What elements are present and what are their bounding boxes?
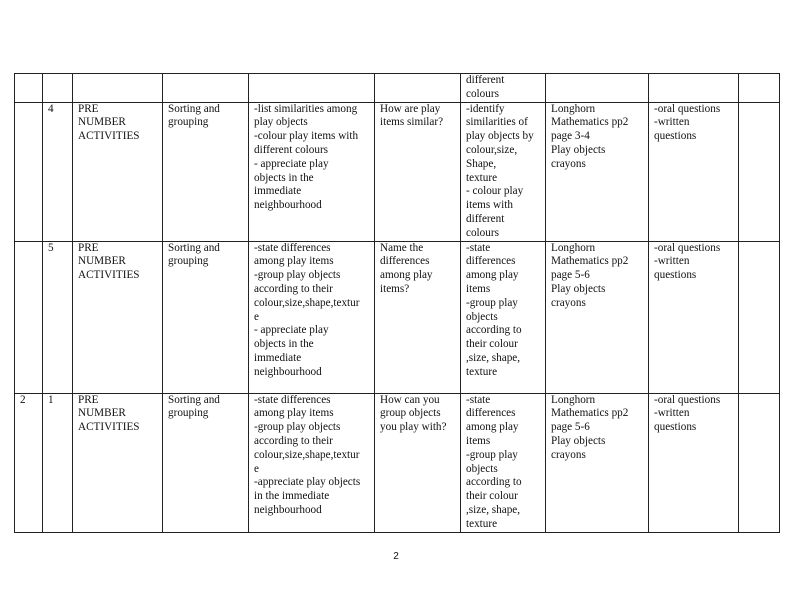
cell-inquiry [375,74,461,103]
table-row [15,393,780,532]
cell-activities: -state differences among play items -group play objects according to their colour ,size, shape, texture [461,241,546,393]
cell-sub-strand [163,74,249,103]
cell-remarks [739,102,780,241]
cell-sub-strand: Sorting and grouping [163,393,249,532]
cell-activities: -state differences among play items -group play objects according to their colour ,size, shape, texture [461,393,546,532]
cell-lesson [43,74,73,103]
cell-outcomes: -state differences among play items -group play objects according to their colour,size,shape,textur e -appreciate play objects in the immediate neighbourhood [249,393,375,532]
cell-activities: different colours [461,74,546,103]
cell-inquiry: How are play items similar? [375,102,461,241]
table-row [15,241,780,393]
cell-outcomes [249,74,375,103]
cell-week [15,102,43,241]
cell-lesson: 5 [43,241,73,393]
scheme-of-work-table [14,73,780,533]
table-row [15,102,780,241]
cell-resources: Longhorn Mathematics pp2 page 3-4 Play objects crayons [546,102,649,241]
cell-remarks [739,393,780,532]
cell-sub-strand: Sorting and grouping [163,241,249,393]
cell-assessment: -oral questions -written questions [649,393,739,532]
table-row [15,74,780,103]
cell-inquiry: How can you group objects you play with? [375,393,461,532]
cell-remarks [739,74,780,103]
cell-resources: Longhorn Mathematics pp2 page 5-6 Play objects crayons [546,241,649,393]
cell-assessment [649,74,739,103]
cell-sub-strand: Sorting and grouping [163,102,249,241]
cell-strand: PRE NUMBER ACTIVITIES [73,241,163,393]
cell-lesson: 1 [43,393,73,532]
cell-resources: Longhorn Mathematics pp2 page 5-6 Play objects crayons [546,393,649,532]
cell-assessment: -oral questions -written questions [649,241,739,393]
cell-activities: -identify similarities of play objects by colour,size, Shape, texture - colour play items with different colours [461,102,546,241]
cell-strand: PRE NUMBER ACTIVITIES [73,393,163,532]
cell-inquiry: Name the differences among play items? [375,241,461,393]
cell-week [15,241,43,393]
cell-resources [546,74,649,103]
cell-assessment: -oral questions -written questions [649,102,739,241]
cell-week: 2 [15,393,43,532]
cell-strand: PRE NUMBER ACTIVITIES [73,102,163,241]
cell-outcomes: -list similarities among play objects -colour play items with different colours - appreciate play objects in the immediate neighbourhood [249,102,375,241]
cell-lesson: 4 [43,102,73,241]
cell-outcomes: -state differences among play items -group play objects according to their colour,size,shape,textur e - appreciate play objects in the immediate neighbourhood [249,241,375,393]
page-number: 2 [393,551,399,562]
cell-week [15,74,43,103]
cell-remarks [739,241,780,393]
cell-strand [73,74,163,103]
